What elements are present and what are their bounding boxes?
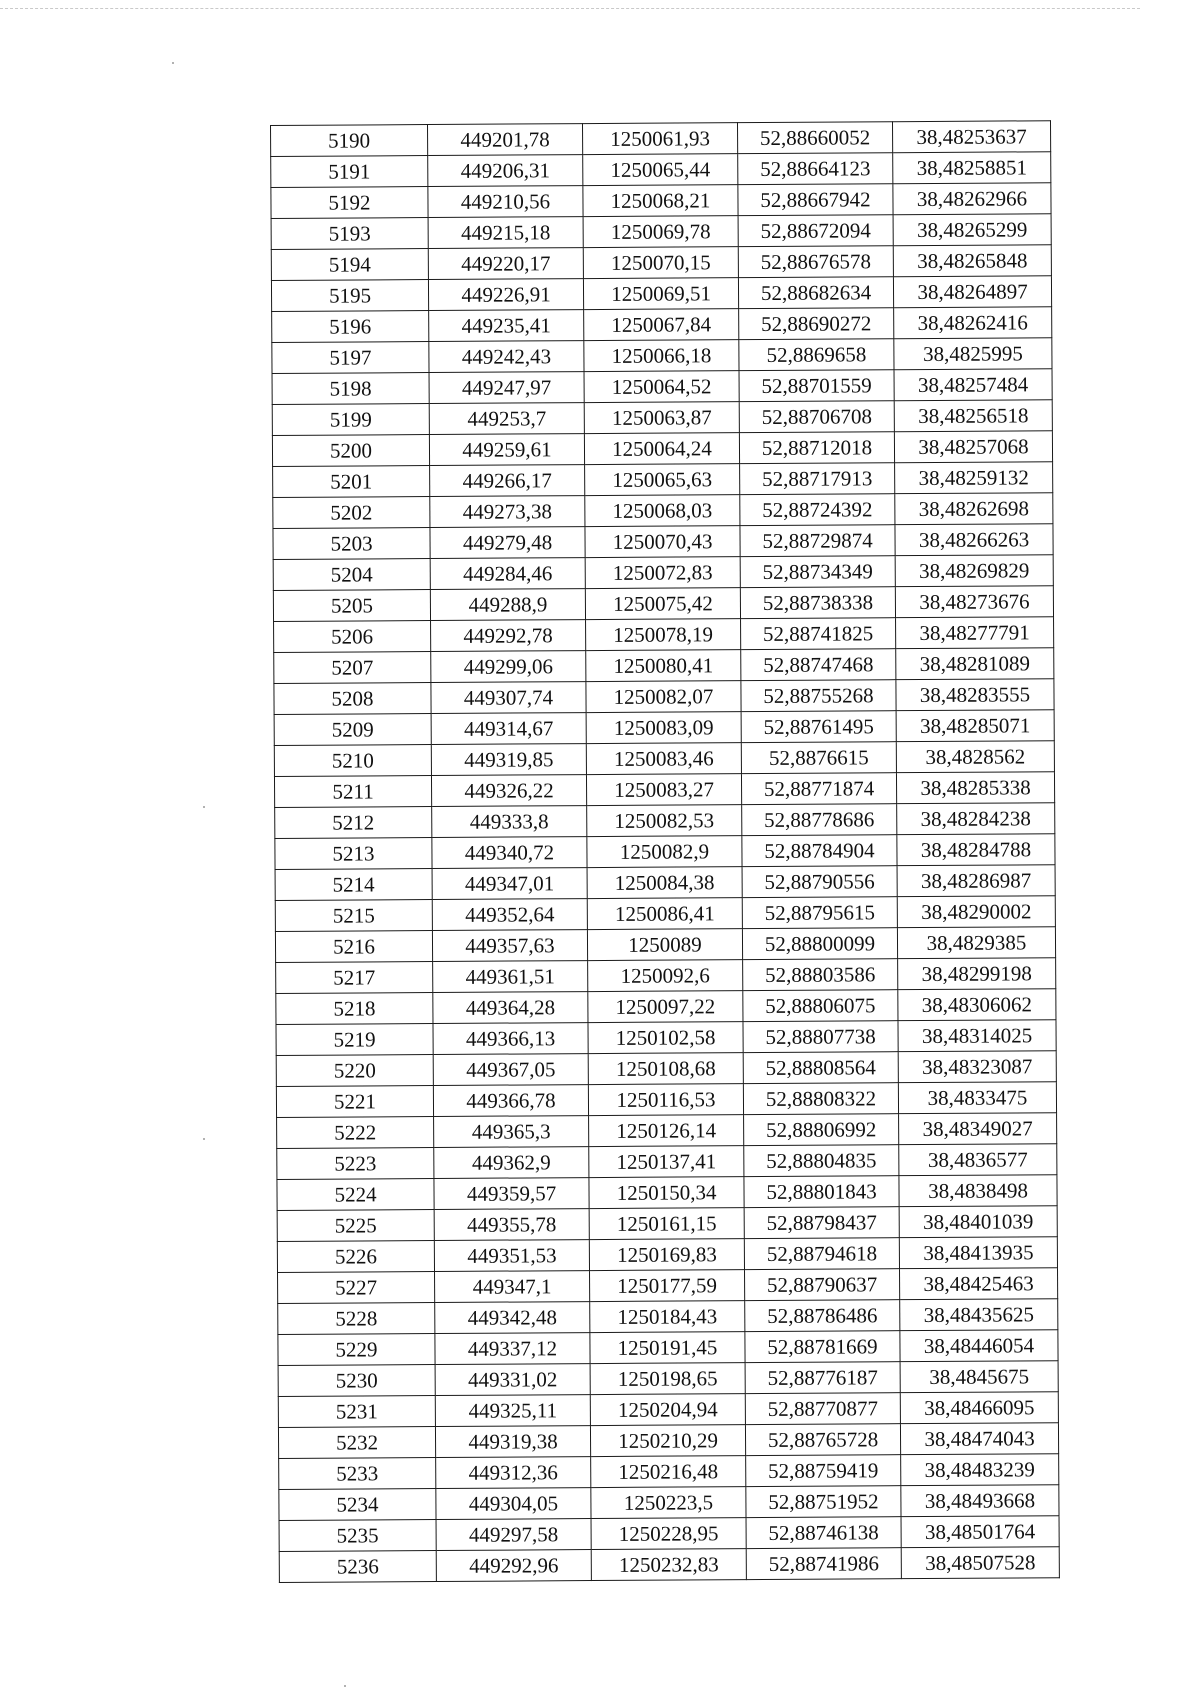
y-coordinate-cell: 1250068,03	[585, 495, 740, 527]
longitude-cell: 38,4825995	[894, 338, 1052, 370]
point-number-cell: 5192	[271, 187, 428, 219]
latitude-cell: 52,88806992	[744, 1114, 899, 1146]
y-coordinate-cell: 1250072,83	[585, 557, 740, 589]
latitude-cell: 52,88795615	[742, 897, 897, 929]
table-row	[273, 555, 1053, 591]
point-number-cell: 5203	[273, 528, 430, 560]
x-coordinate-cell: 449226,91	[428, 279, 583, 311]
x-coordinate-cell: 449304,05	[436, 1488, 591, 1520]
coordinates-table	[270, 120, 1060, 1583]
point-number-cell: 5212	[275, 807, 432, 839]
longitude-cell: 38,48493668	[901, 1485, 1059, 1517]
latitude-cell: 52,88778686	[742, 804, 897, 836]
point-number-cell: 5234	[279, 1489, 436, 1521]
point-number-cell: 5193	[271, 218, 428, 250]
table-row	[278, 1299, 1058, 1335]
point-number-cell: 5230	[278, 1365, 435, 1397]
longitude-cell: 38,48435625	[900, 1299, 1058, 1331]
latitude-cell: 52,88776187	[745, 1362, 900, 1394]
longitude-cell: 38,48258851	[893, 152, 1051, 184]
longitude-cell: 38,48256518	[894, 400, 1052, 432]
longitude-cell: 38,48425463	[899, 1268, 1057, 1300]
latitude-cell: 52,88808322	[743, 1083, 898, 1115]
latitude-cell: 52,88800099	[742, 928, 897, 960]
point-number-cell: 5218	[276, 993, 433, 1025]
x-coordinate-cell: 449367,05	[433, 1054, 588, 1086]
longitude-cell: 38,4828562	[896, 741, 1054, 773]
table-row	[275, 803, 1055, 839]
point-number-cell: 5236	[279, 1551, 436, 1583]
table-row	[273, 462, 1053, 498]
longitude-cell: 38,48474043	[900, 1423, 1058, 1455]
longitude-cell: 38,48306062	[898, 989, 1056, 1021]
latitude-cell: 52,88676578	[738, 246, 893, 278]
table-row	[275, 927, 1055, 963]
latitude-cell: 52,88751952	[746, 1486, 901, 1518]
latitude-cell: 52,88729874	[740, 525, 895, 557]
table-row	[271, 152, 1051, 188]
table-row	[278, 1330, 1058, 1366]
longitude-cell: 38,48257068	[894, 431, 1052, 463]
latitude-cell: 52,88790637	[745, 1269, 900, 1301]
x-coordinate-cell: 449347,01	[432, 868, 587, 900]
y-coordinate-cell: 1250177,59	[590, 1270, 745, 1302]
x-coordinate-cell: 449253,7	[429, 403, 584, 435]
table-row	[272, 431, 1052, 467]
x-coordinate-cell: 449325,11	[435, 1395, 590, 1427]
x-coordinate-cell: 449365,3	[434, 1116, 589, 1148]
point-number-cell: 5221	[276, 1086, 433, 1118]
table-row	[279, 1547, 1059, 1583]
point-number-cell: 5229	[278, 1334, 435, 1366]
table-row	[277, 1237, 1057, 1273]
table-row	[277, 1144, 1057, 1180]
point-number-cell: 5209	[274, 714, 431, 746]
latitude-cell: 52,88706708	[739, 401, 894, 433]
point-number-cell: 5232	[278, 1427, 435, 1459]
x-coordinate-cell: 449288,9	[430, 589, 585, 621]
longitude-cell: 38,48265848	[893, 245, 1051, 277]
y-coordinate-cell: 1250210,29	[590, 1425, 745, 1457]
latitude-cell: 52,88770877	[745, 1393, 900, 1425]
longitude-cell: 38,48259132	[895, 462, 1053, 494]
y-coordinate-cell: 1250216,48	[591, 1456, 746, 1488]
point-number-cell: 5217	[276, 962, 433, 994]
x-coordinate-cell: 449292,78	[431, 620, 586, 652]
longitude-cell: 38,48285338	[896, 772, 1054, 804]
longitude-cell: 38,48284238	[897, 803, 1055, 835]
point-number-cell: 5220	[276, 1055, 433, 1087]
coordinates-table-container	[270, 120, 1060, 1583]
point-number-cell: 5200	[272, 435, 429, 467]
table-row	[271, 276, 1051, 312]
latitude-cell: 52,88794618	[744, 1238, 899, 1270]
latitude-cell: 52,88747468	[741, 649, 896, 681]
table-row	[275, 865, 1055, 901]
table-row	[274, 679, 1054, 715]
latitude-cell: 52,88724392	[740, 494, 895, 526]
latitude-cell: 52,88717913	[740, 463, 895, 495]
y-coordinate-cell: 1250068,21	[583, 185, 738, 217]
latitude-cell: 52,88790556	[742, 866, 897, 898]
x-coordinate-cell: 449364,28	[433, 992, 588, 1024]
y-coordinate-cell: 1250198,65	[590, 1363, 745, 1395]
table-row	[279, 1516, 1059, 1552]
point-number-cell: 5191	[271, 156, 428, 188]
x-coordinate-cell: 449333,8	[432, 806, 587, 838]
y-coordinate-cell: 1250108,68	[588, 1053, 743, 1085]
y-coordinate-cell: 1250078,19	[586, 619, 741, 651]
y-coordinate-cell: 1250069,51	[583, 278, 738, 310]
x-coordinate-cell: 449337,12	[435, 1333, 590, 1365]
point-number-cell: 5235	[279, 1520, 436, 1552]
latitude-cell: 52,88682634	[738, 277, 893, 309]
y-coordinate-cell: 1250065,44	[583, 154, 738, 186]
y-coordinate-cell: 1250223,5	[591, 1487, 746, 1519]
point-number-cell: 5210	[274, 745, 431, 777]
y-coordinate-cell: 1250126,14	[589, 1115, 744, 1147]
point-number-cell: 5190	[271, 125, 428, 157]
latitude-cell: 52,88808564	[743, 1052, 898, 1084]
y-coordinate-cell: 1250075,42	[585, 588, 740, 620]
table-row	[274, 772, 1054, 808]
longitude-cell: 38,48501764	[901, 1516, 1059, 1548]
longitude-cell: 38,48446054	[900, 1330, 1058, 1362]
table-row	[272, 400, 1052, 436]
point-number-cell: 5202	[273, 497, 430, 529]
point-number-cell: 5214	[275, 869, 432, 901]
table-row	[277, 1175, 1057, 1211]
x-coordinate-cell: 449307,74	[431, 682, 586, 714]
table-row	[276, 1082, 1056, 1118]
y-coordinate-cell: 1250080,41	[586, 650, 741, 682]
longitude-cell: 38,48299198	[898, 958, 1056, 990]
point-number-cell: 5228	[278, 1303, 435, 1335]
y-coordinate-cell: 1250083,09	[586, 712, 741, 744]
x-coordinate-cell: 449342,48	[435, 1302, 590, 1334]
x-coordinate-cell: 449273,38	[430, 496, 585, 528]
point-number-cell: 5194	[271, 249, 428, 281]
y-coordinate-cell: 1250069,78	[583, 216, 738, 248]
latitude-cell: 52,88741825	[741, 618, 896, 650]
y-coordinate-cell: 1250116,53	[588, 1084, 743, 1116]
longitude-cell: 38,48323087	[898, 1051, 1056, 1083]
latitude-cell: 52,88734349	[740, 556, 895, 588]
table-row	[276, 958, 1056, 994]
point-number-cell: 5223	[277, 1148, 434, 1180]
longitude-cell: 38,48265299	[893, 214, 1051, 246]
longitude-cell: 38,48262966	[893, 183, 1051, 215]
y-coordinate-cell: 1250150,34	[589, 1177, 744, 1209]
table-row	[273, 586, 1053, 622]
x-coordinate-cell: 449355,78	[434, 1209, 589, 1241]
table-row	[276, 989, 1056, 1025]
longitude-cell: 38,48401039	[899, 1206, 1057, 1238]
x-coordinate-cell: 449351,53	[434, 1240, 589, 1272]
point-number-cell: 5205	[273, 590, 430, 622]
latitude-cell: 52,88803586	[743, 959, 898, 991]
point-number-cell: 5207	[274, 652, 431, 684]
latitude-cell: 52,88741986	[746, 1548, 901, 1580]
scan-speck	[203, 1138, 205, 1140]
x-coordinate-cell: 449220,17	[428, 248, 583, 280]
table-row	[273, 524, 1053, 560]
y-coordinate-cell: 1250064,52	[584, 371, 739, 403]
point-number-cell: 5195	[271, 280, 428, 312]
x-coordinate-cell: 449242,43	[429, 341, 584, 373]
x-coordinate-cell: 449319,38	[435, 1426, 590, 1458]
y-coordinate-cell: 1250063,87	[584, 402, 739, 434]
y-coordinate-cell: 1250137,41	[589, 1146, 744, 1178]
point-number-cell: 5219	[276, 1024, 433, 1056]
latitude-cell: 52,88738338	[740, 587, 895, 619]
table-row	[279, 1454, 1059, 1490]
y-coordinate-cell: 1250083,27	[586, 774, 741, 806]
table-row	[271, 183, 1051, 219]
latitude-cell: 52,88746138	[746, 1517, 901, 1549]
longitude-cell: 38,48266263	[895, 524, 1053, 556]
latitude-cell: 52,88807738	[743, 1021, 898, 1053]
x-coordinate-cell: 449357,63	[432, 930, 587, 962]
y-coordinate-cell: 1250232,83	[591, 1549, 746, 1581]
table-row	[273, 493, 1053, 529]
latitude-cell: 52,88712018	[739, 432, 894, 464]
latitude-cell: 52,88690272	[739, 308, 894, 340]
y-coordinate-cell: 1250086,41	[587, 898, 742, 930]
table-row	[275, 834, 1055, 870]
latitude-cell: 52,88667942	[738, 184, 893, 216]
table-row	[274, 741, 1054, 777]
longitude-cell: 38,48284788	[897, 834, 1055, 866]
point-number-cell: 5206	[274, 621, 431, 653]
longitude-cell: 38,48507528	[901, 1547, 1059, 1579]
point-number-cell: 5215	[275, 900, 432, 932]
latitude-cell: 52,88781669	[745, 1331, 900, 1363]
y-coordinate-cell: 1250082,53	[587, 805, 742, 837]
scan-speck	[172, 62, 174, 64]
table-row	[277, 1113, 1057, 1149]
longitude-cell: 38,48269829	[895, 555, 1053, 587]
latitude-cell: 52,88701559	[739, 370, 894, 402]
table-row	[278, 1268, 1058, 1304]
y-coordinate-cell: 1250082,9	[587, 836, 742, 868]
scan-speck	[203, 806, 205, 808]
longitude-cell: 38,48349027	[899, 1113, 1057, 1145]
x-coordinate-cell: 449259,61	[429, 434, 584, 466]
y-coordinate-cell: 1250092,6	[588, 960, 743, 992]
x-coordinate-cell: 449266,17	[430, 465, 585, 497]
point-number-cell: 5222	[277, 1117, 434, 1149]
x-coordinate-cell: 449314,67	[431, 713, 586, 745]
longitude-cell: 38,48273676	[895, 586, 1053, 618]
longitude-cell: 38,4836577	[899, 1144, 1057, 1176]
y-coordinate-cell: 1250169,83	[589, 1239, 744, 1271]
x-coordinate-cell: 449319,85	[431, 744, 586, 776]
x-coordinate-cell: 449279,48	[430, 527, 585, 559]
y-coordinate-cell: 1250070,15	[583, 247, 738, 279]
point-number-cell: 5231	[278, 1396, 435, 1428]
x-coordinate-cell: 449326,22	[431, 775, 586, 807]
y-coordinate-cell: 1250070,43	[585, 526, 740, 558]
x-coordinate-cell: 449366,13	[433, 1023, 588, 1055]
table-row	[276, 1020, 1056, 1056]
longitude-cell: 38,48283555	[896, 679, 1054, 711]
table-row	[272, 369, 1052, 405]
longitude-cell: 38,48264897	[893, 276, 1051, 308]
latitude-cell: 52,88672094	[738, 215, 893, 247]
longitude-cell: 38,48314025	[898, 1020, 1056, 1052]
y-coordinate-cell: 1250061,93	[582, 123, 737, 155]
point-number-cell: 5225	[277, 1210, 434, 1242]
latitude-cell: 52,88660052	[737, 122, 892, 154]
table-row	[271, 245, 1051, 281]
point-number-cell: 5233	[279, 1458, 436, 1490]
longitude-cell: 38,48483239	[901, 1454, 1059, 1486]
x-coordinate-cell: 449299,06	[431, 651, 586, 683]
latitude-cell: 52,88755268	[741, 680, 896, 712]
scan-edge-line	[0, 8, 1140, 9]
latitude-cell: 52,8876615	[741, 742, 896, 774]
point-number-cell: 5224	[277, 1179, 434, 1211]
latitude-cell: 52,88664123	[738, 153, 893, 185]
longitude-cell: 38,48290002	[897, 896, 1055, 928]
y-coordinate-cell: 1250082,07	[586, 681, 741, 713]
y-coordinate-cell: 1250067,84	[584, 309, 739, 341]
y-coordinate-cell: 1250084,38	[587, 867, 742, 899]
longitude-cell: 38,48413935	[899, 1237, 1057, 1269]
y-coordinate-cell: 1250102,58	[588, 1022, 743, 1054]
x-coordinate-cell: 449362,9	[434, 1147, 589, 1179]
y-coordinate-cell: 1250064,24	[584, 433, 739, 465]
x-coordinate-cell: 449340,72	[432, 837, 587, 869]
latitude-cell: 52,88759419	[746, 1455, 901, 1487]
latitude-cell: 52,8869658	[739, 339, 894, 371]
table-row	[279, 1485, 1059, 1521]
longitude-cell: 38,48262698	[895, 493, 1053, 525]
x-coordinate-cell: 449331,02	[435, 1364, 590, 1396]
x-coordinate-cell: 449201,78	[428, 124, 583, 156]
x-coordinate-cell: 449347,1	[435, 1271, 590, 1303]
longitude-cell: 38,48281089	[896, 648, 1054, 680]
table-row	[272, 307, 1052, 343]
table-row	[271, 214, 1051, 250]
y-coordinate-cell: 1250191,45	[590, 1332, 745, 1364]
longitude-cell: 38,4838498	[899, 1175, 1057, 1207]
table-row	[274, 648, 1054, 684]
x-coordinate-cell: 449206,31	[428, 155, 583, 187]
point-number-cell: 5208	[274, 683, 431, 715]
longitude-cell: 38,48253637	[892, 121, 1050, 153]
longitude-cell: 38,48466095	[900, 1392, 1058, 1424]
table-row	[272, 338, 1052, 374]
point-number-cell: 5199	[272, 404, 429, 436]
point-number-cell: 5227	[278, 1272, 435, 1304]
point-number-cell: 5204	[273, 559, 430, 591]
point-number-cell: 5216	[275, 931, 432, 963]
scan-speck	[344, 1685, 346, 1687]
x-coordinate-cell: 449361,51	[433, 961, 588, 993]
y-coordinate-cell: 1250065,63	[585, 464, 740, 496]
longitude-cell: 38,48257484	[894, 369, 1052, 401]
table-row	[278, 1423, 1058, 1459]
latitude-cell: 52,88804835	[744, 1145, 899, 1177]
y-coordinate-cell: 1250083,46	[586, 743, 741, 775]
x-coordinate-cell: 449292,96	[436, 1550, 591, 1582]
point-number-cell: 5213	[275, 838, 432, 870]
y-coordinate-cell: 1250161,15	[589, 1208, 744, 1240]
x-coordinate-cell: 449312,36	[436, 1457, 591, 1489]
table-row	[277, 1206, 1057, 1242]
y-coordinate-cell: 1250184,43	[590, 1301, 745, 1333]
point-number-cell: 5198	[272, 373, 429, 405]
longitude-cell: 38,4833475	[898, 1082, 1056, 1114]
latitude-cell: 52,88806075	[743, 990, 898, 1022]
table-row	[275, 896, 1055, 932]
y-coordinate-cell: 1250089	[587, 929, 742, 961]
longitude-cell: 38,4829385	[897, 927, 1055, 959]
longitude-cell: 38,48285071	[896, 710, 1054, 742]
coordinates-table-body	[271, 121, 1060, 1583]
y-coordinate-cell: 1250204,94	[590, 1394, 745, 1426]
latitude-cell: 52,88784904	[742, 835, 897, 867]
table-row	[274, 710, 1054, 746]
y-coordinate-cell: 1250066,18	[584, 340, 739, 372]
x-coordinate-cell: 449215,18	[428, 217, 583, 249]
latitude-cell: 52,88761495	[741, 711, 896, 743]
table-row	[278, 1361, 1058, 1397]
point-number-cell: 5196	[272, 311, 429, 343]
latitude-cell: 52,88798437	[744, 1207, 899, 1239]
point-number-cell: 5211	[274, 776, 431, 808]
x-coordinate-cell: 449235,41	[429, 310, 584, 342]
table-row	[274, 617, 1054, 653]
y-coordinate-cell: 1250097,22	[588, 991, 743, 1023]
longitude-cell: 38,48286987	[897, 865, 1055, 897]
y-coordinate-cell: 1250228,95	[591, 1518, 746, 1550]
point-number-cell: 5201	[273, 466, 430, 498]
x-coordinate-cell: 449210,56	[428, 186, 583, 218]
point-number-cell: 5197	[272, 342, 429, 374]
latitude-cell: 52,88765728	[745, 1424, 900, 1456]
latitude-cell: 52,88771874	[741, 773, 896, 805]
table-row	[276, 1051, 1056, 1087]
x-coordinate-cell: 449352,64	[432, 899, 587, 931]
x-coordinate-cell: 449366,78	[433, 1085, 588, 1117]
latitude-cell: 52,88786486	[745, 1300, 900, 1332]
x-coordinate-cell: 449297,58	[436, 1519, 591, 1551]
table-row	[271, 121, 1051, 157]
x-coordinate-cell: 449359,57	[434, 1178, 589, 1210]
longitude-cell: 38,48262416	[894, 307, 1052, 339]
table-row	[278, 1392, 1058, 1428]
point-number-cell: 5226	[277, 1241, 434, 1273]
longitude-cell: 38,4845675	[900, 1361, 1058, 1393]
x-coordinate-cell: 449247,97	[429, 372, 584, 404]
latitude-cell: 52,88801843	[744, 1176, 899, 1208]
longitude-cell: 38,48277791	[896, 617, 1054, 649]
x-coordinate-cell: 449284,46	[430, 558, 585, 590]
